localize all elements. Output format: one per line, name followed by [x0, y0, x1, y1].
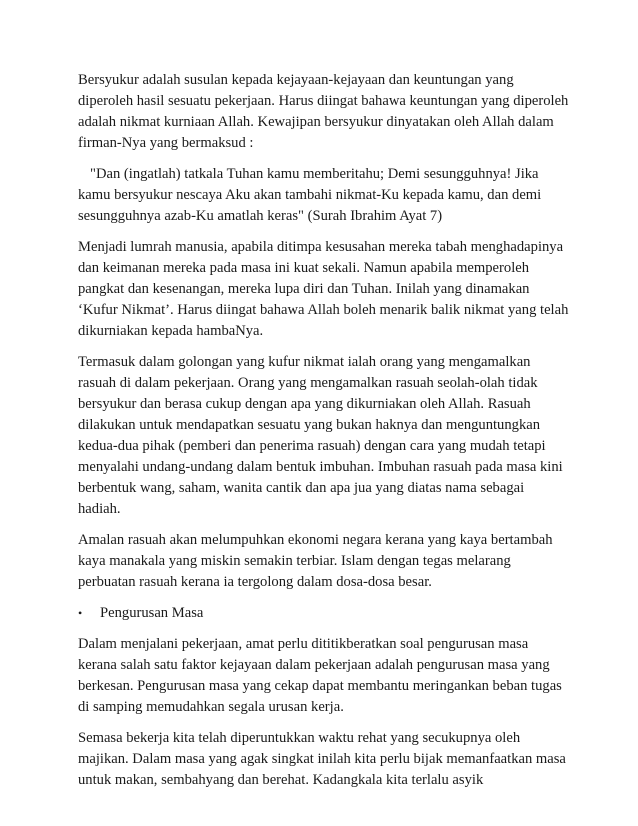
paragraph-kufur-nikmat: Menjadi lumrah manusia, apabila ditimpa kesusahan mereka tabah menghadapinya dan keimanan mereka pada masa ini kuat sekali. Namun apabila memperoleh pangkat dan kesenangan, mereka lupa diri dan Tuhan. Inilah yang dinamakan ‘Kufur Nikmat’. Harus diingat bahawa Allah boleh menarik balik nikmat yang telah dikurniakan kepada hambaNya.	[78, 239, 569, 339]
paragraph-quote-surah-ibrahim: "Dan (ingatlah) tatkala Tuhan kamu memberitahu; Demi sesungguhnya! Jika kamu bersyukur nescaya Aku akan tambahi nikmat-Ku kepada kamu, dan demi sesungguhnya azab-Ku amatlah keras" (Surah Ibrahim Ayat 7)	[78, 166, 542, 224]
paragraph-waktu-rehat: Semasa bekerja kita telah diperuntukkan waktu rehat yang secukupnya oleh majikan. Dalam masa yang agak singkat inilah kita perlu bijak memanfaatkan masa untuk makan, sembahyang dan berehat. Kadangkala kita terlalu asyik	[78, 730, 566, 788]
paragraph-amalan-rasuah: Amalan rasuah akan melumpuhkan ekonomi negara kerana yang kaya bertambah kaya manakala yang miskin semakin terbiar. Islam dengan tegas melarang perbuatan rasuah kerana ia tergolong dalam dosa-dosa besar.	[78, 532, 553, 590]
bullet-icon: •	[78, 606, 83, 620]
bullet-label: Pengurusan Masa	[100, 605, 204, 621]
paragraph-pengurusan-masa: Dalam menjalani pekerjaan, amat perlu dititikberatkan soal pengurusan masa kerana salah satu faktor kejayaan dalam pekerjaan adalah pengurusan masa yang berkesan. Pengurusan masa yang cekap dapat membantu meringankan beban tugas di samping memudahkan segala urusan kerja.	[78, 636, 562, 715]
document-page	[78, 70, 570, 801]
bullet-item-pengurusan-masa	[78, 603, 570, 624]
paragraph-rasuah: Termasuk dalam golongan yang kufur nikmat ialah orang yang mengamalkan rasuah di dalam pekerjaan. Orang yang mengamalkan rasuah seolah-olah tidak bersyukur dan berasa cukup dengan apa yang dikurniakan oleh Allah. Rasuah dilakukan untuk mendapatkan sesuatu yang bukan haknya dan menguntungkan kedua-dua pihak (pemberi dan penerima rasuah) dengan cara yang mudah tetapi menyalahi undang-undang dalam bentuk imbuhan. Imbuhan rasuah pada masa kini berbentuk wang, saham, wanita cantik dan apa jua yang diatas nama sebagai hadiah.	[78, 354, 563, 517]
paragraph-bersyukur: Bersyukur adalah susulan kepada kejayaan-kejayaan dan keuntungan yang diperoleh hasil sesuatu pekerjaan. Harus diingat bahawa keuntungan yang diperoleh adalah nikmat kurniaan Allah. Kewajipan bersyukur dinyatakan oleh Allah dalam firman-Nya yang bermaksud :	[78, 72, 569, 151]
